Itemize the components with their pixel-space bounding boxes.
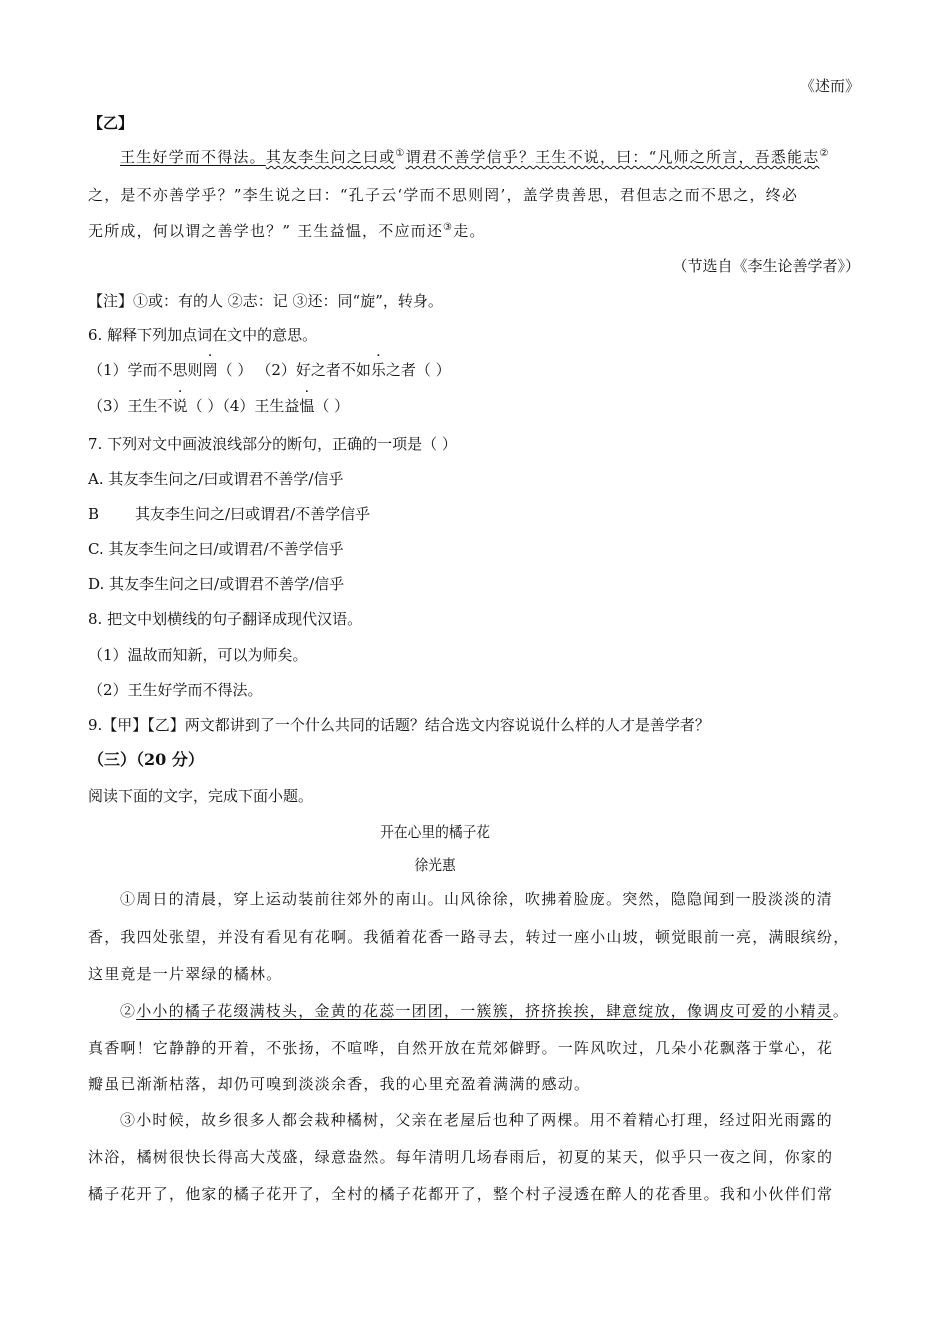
q9-question: 9.【甲】【乙】两文都讲到了一个什么共同的话题？结合选文内容说说什么样的人才是善学者？ [88, 716, 710, 734]
footnote-marker-1: ① [395, 148, 406, 159]
q6-item2-text: （2）好之者不如 [256, 361, 371, 379]
article-p3-line-1: ③小时候，故乡很多人都会栽种橘树，父亲在老屋后也种了两棵。用不着精心打理，经过阳光雨露的 [120, 1111, 833, 1129]
q6-item4-blank: （ ） [314, 397, 350, 415]
article-author: 徐光惠 [414, 856, 456, 874]
wavy-segment-a: 其友李生问之 [265, 148, 364, 166]
footnote-marker-2: ② [819, 148, 830, 159]
q7-option-a: A. 其友李生问之/曰或谓君不善学/信乎 [88, 470, 344, 488]
yi-paragraph-line-3 [88, 221, 486, 241]
reading-instruction: 阅读下面的文字，完成下面小题。 [88, 787, 314, 805]
q7-option-b-label: B [88, 505, 100, 523]
yi-paragraph-line-1 [120, 147, 830, 167]
p2-period: 。 [832, 1002, 850, 1020]
q6-items-row-1 [88, 360, 451, 380]
q7-option-b-text: 其友李生问之/曰或谓君/不善学信乎 [135, 505, 371, 523]
yi-line3-text: 无所成，何以谓之善学也？” 王生益愠，不应而还 [88, 222, 444, 240]
q6-item3-text: （3）王生不 [88, 397, 173, 415]
wavy-segment-b: 曰或 [363, 148, 396, 166]
article-p3-line-3: 橘子花开了，他家的橘子花开了，全村的橘子花都开了，整个村子浸透在醉人的花香里。我和小伙伴们常 [88, 1185, 834, 1203]
dotted-word-shuo: 说 [172, 397, 188, 415]
q6-items-row-2 [88, 396, 349, 416]
q7-option-d: D. 其友李生问之曰/或谓君不善学/信乎 [88, 575, 345, 593]
article-p2-line-1 [120, 1001, 849, 1021]
q7-option-b [88, 504, 370, 524]
yi-notes: 【注】①或：有的人 ②志：记 ③还：同“旋”，转身。 [88, 292, 443, 310]
q7-title: 7. 下列对文中画波浪线部分的断句，正确的一项是（ ） [88, 435, 457, 453]
q6-title: 6. 解释下列加点词在文中的意思。 [88, 326, 318, 344]
article-title: 开在心里的橘子花 [380, 823, 491, 841]
underlined-sentence: 王生好学而不得法。 [120, 148, 266, 166]
q6-item2-blank: 之者（ ） [385, 361, 451, 379]
q6-item3-blank: （ ） [187, 397, 223, 415]
article-p1-line-3: 这里竟是一片翠绿的橘林。 [88, 965, 283, 983]
yi-paragraph-line-2: 之，是不亦善学乎？”李生说之曰：“孔子云‘学而不思则罔’，盖学贵善思，君但志之而不思之，终必 [88, 186, 799, 204]
section-yi-header: 【乙】 [88, 114, 134, 132]
underlined-description: 小小的橘子花缀满枝头，金黄的花蕊一团团，一簇簇，挤挤挨挨，肆意绽放，像调皮可爱的小精灵 [136, 1002, 833, 1020]
paragraph-number-2: ② [120, 1002, 137, 1020]
footnote-marker-3: ③ [443, 222, 454, 233]
wavy-segment-c: 谓君不善学信乎？王生不说，曰：“凡师之所言，吾悉能志 [405, 148, 820, 166]
article-p1-line-1: ①周日的清晨，穿上运动装前往郊外的南山。山风徐徐，吹拂着脸庞。突然，隐隐闻到一股淡淡的清 [120, 890, 833, 908]
source-shuer: 《述而》 [799, 77, 860, 95]
q7-option-c: C. 其友李生问之曰/或谓君/不善学信乎 [88, 540, 344, 558]
article-p2-line-2: 真香啊！它静静的开着，不张扬，不喧哗，自然开放在荒郊僻野。一阵风吹过，几朵小花飘落于掌心，花 [88, 1039, 834, 1057]
article-p1-line-2: 香，我四处张望，并没有看见有花啊。我循着花香一路寻去，转过一座小山坡，顿觉眼前一亮，满眼缤纷， [88, 928, 850, 946]
article-p3-line-2: 沐浴，橘树很快长得高大茂盛，绿意盎然。每年清明几场春雨后，初夏的某天，似乎只一夜之间，你家的 [88, 1148, 834, 1166]
yi-source: （节选自《李生论善学者》） [672, 257, 860, 275]
dotted-word-le: 乐 [370, 361, 386, 379]
article-p2-line-3: 瓣虽已渐渐枯落，却仍可嗅到淡淡余香，我的心里充盈着满满的感动。 [88, 1075, 591, 1093]
q8-item-1: （1）温故而知新，可以为师矣。 [88, 646, 308, 664]
yi-line3-end: 走。 [453, 222, 486, 240]
q6-item4-text: （4）王生益 [222, 397, 300, 415]
q8-title: 8. 把文中划横线的句子翻译成现代汉语。 [88, 610, 363, 628]
section-3-heading: （三）（20 分） [88, 750, 204, 769]
dotted-word-yun: 愠 [299, 397, 315, 415]
q8-item-2: （2）王生好学而不得法。 [88, 681, 263, 699]
dotted-word-wang: 罔 [202, 361, 218, 379]
q6-item1-blank: （ ） [217, 361, 253, 379]
q6-item1-text: （1）学而不思则 [88, 361, 203, 379]
